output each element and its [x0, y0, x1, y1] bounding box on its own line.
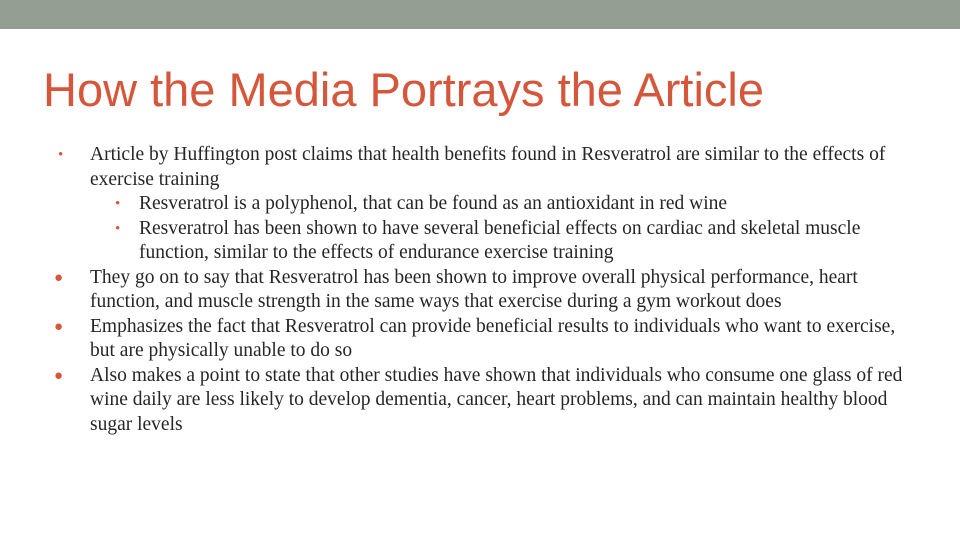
slide-body: [0, 143, 960, 437]
bullet-text: Article by Huffington post claims that health benefits found in Resveratrol are similar to the effects of exercise training: [90, 144, 886, 190]
bullet-text: Resveratrol has been shown to have several beneficial effects on cardiac and skeletal muscle function, similar to the effects of endurance exercise training: [139, 217, 861, 263]
top-accent-bar: [0, 0, 960, 29]
bullet-marker-icon: ●: [54, 367, 64, 384]
bullet-item: [0, 143, 960, 192]
slide-title: How the Media Portrays the Article: [43, 63, 764, 116]
bullet-marker-icon: •: [115, 220, 121, 237]
bullet-text: Resveratrol is a polyphenol, that can be found as an antioxidant in red wine: [139, 193, 728, 214]
bullet-item: [0, 266, 960, 315]
sub-bullet-item: [0, 192, 960, 217]
sub-bullet-item: [0, 217, 960, 266]
bullet-item: [0, 315, 960, 364]
bullet-marker-icon: ●: [54, 269, 64, 286]
bullet-marker-icon: ●: [54, 318, 64, 335]
bullet-text: They go on to say that Resveratrol has been shown to improve overall physical performance, heart function, and muscle strength in the same ways that exercise during a gym workout does: [90, 266, 858, 312]
bullet-item: [0, 364, 960, 438]
bullet-marker-icon: •: [115, 196, 121, 212]
bullet-text: Also makes a point to state that other studies have shown that individuals who consume one glass of red wine daily are less likely to develop dementia, cancer, heart problems, and can maintain healthy blood sugar levels: [90, 364, 903, 435]
bullet-marker-icon: •: [58, 147, 64, 163]
bullet-list: [0, 143, 960, 437]
bullet-text: Emphasizes the fact that Resveratrol can provide beneficial results to individuals who want to exercise, but are physically unable to do so: [90, 315, 896, 361]
